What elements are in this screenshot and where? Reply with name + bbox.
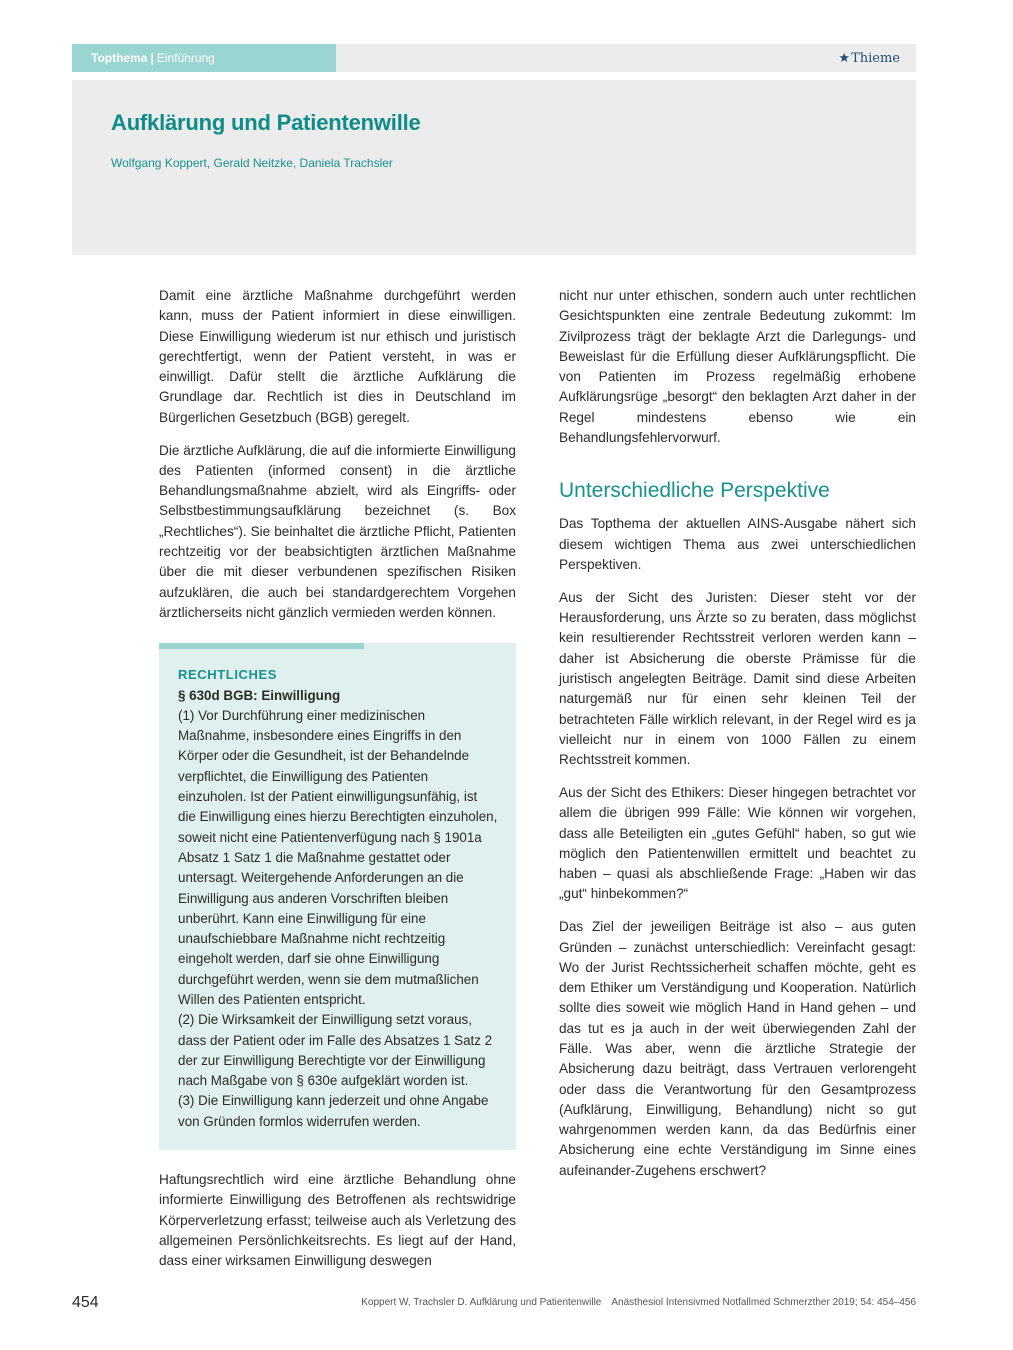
section-heading: Unterschiedliche Perspektive: [559, 479, 830, 503]
left-column: [159, 286, 516, 1272]
section-tag-separator: |: [150, 51, 154, 65]
paragraph: Die ärztliche Aufklärung, die auf die informierte Einwilligung des Patienten (informed consent) in die ärztliche Behandlungsmaßnahme abzielt, wird als Eingriffs- oder Selbstbestimmungsaufklärung bezeichnet (s. Box „Rechtliches“). Sie beinhaltet die ärztliche Pflicht, Patienten rechtzeitig vor der beabsichtigten ärztlichen Maßnahme über die mit dieser verbundenen spezifischen Risiken aufzuklären, die auch bei standardgerechtem Vorgehen ärztlicherseits nicht gänzlich vermieden werden können.: [159, 442, 516, 620]
article-authors: Wolfgang Koppert, Gerald Neitzke, Daniela Trachsler: [111, 156, 393, 170]
citation-journal: Anästhesiol Intensivmed Notfallmed Schmerzther 2019; 54: 454–456: [611, 1297, 916, 1308]
section-tag-label: Topthema: [91, 51, 148, 65]
page-number: 454: [72, 1294, 99, 1311]
legal-box: [159, 643, 516, 1150]
paragraph: Das Ziel der jeweiligen Beiträge ist also – aus guten Gründen – zunächst unterschiedlich: Vereinfacht gesagt: Wo der Jurist Rechtssicherheit schaffen möchte, geht es dem Ethiker um Verständigung und Kooperation. Natürlich sollte dies soweit wie möglich Hand in Hand gehen – und das tut es ja auch in der weit überwiegenden Zahl der Fälle. Was aber, wenn die ärztliche Strategie der Absicherung dazu beiträgt, dass Vertrauen verlorengeht oder dass die Verantwortung für den Gesamtprozess (Aufklärung, Einwilligung, Behandlung) nicht so gut wahrgenommen werden kann, da das Bedürfnis einer Absicherung eine echte Verständigung im Sinne eines aufeinander-Zugehens erschwert?: [559, 919, 916, 1178]
publisher-logo: [838, 44, 900, 72]
box-paragraph: (3) Die Einwilligung kann jederzeit und ohne Angabe von Gründen formlos widerrufen werden.: [178, 1093, 489, 1129]
paragraph: Das Topthema der aktuellen AINS-Ausgabe nähert sich diesem wichtigen Thema aus zwei unterschiedlichen Perspektiven.: [559, 516, 916, 572]
right-column: [559, 286, 916, 1181]
article-title: Aufklärung und Patientenwille: [111, 110, 421, 135]
header-bar: [72, 44, 916, 72]
citation: [351, 1297, 916, 1308]
paragraph: Aus der Sicht des Ethikers: Dieser hingegen betrachtet vor allem die übrigen 999 Fälle: Wie können wir vorgehen, dass alle Beteiligten ein „gutes Gefühl“ haben, so gut wie möglich den Patientenwillen ermittelt und beachtet zu haben – quasi als abschließende Frage: „Haben wir das „gut“ hinbekommen?“: [559, 784, 916, 902]
paragraph: Aus der Sicht des Juristen: Dieser steht vor der Herausforderung, uns Ärzte so zu beraten, dass möglichst kein resultierender Rechtsstreit verloren werden kann – daher ist Absicherung die oberste Prämisse für die juristisch angelegten Beiträge. Damit sind diese Arbeiten naturgemäß nur für einen sehr kleinen Teil der betrachteten Fälle wirklich relevant, in der Regel wird es ja vielleicht nur in einem von 1000 Fällen zu einem Rechtsstreit kommen.: [559, 589, 916, 768]
paragraph: Damit eine ärztliche Maßnahme durchgeführt werden kann, muss der Patient informiert in diese einwilligen. Diese Einwilligung wiederum ist nur ethisch und juristisch gerechtfertigt, wenn der Patient versteht, in was er einwilligt. Dafür stellt die ärztliche Aufklärung die Grundlage dar. Rechtlich ist dies in Deutschland im Bürgerlichen Gesetzbuch (BGB) geregelt.: [159, 288, 516, 425]
box-subtitle: § 630d BGB: Einwilligung: [178, 687, 341, 703]
title-block: [72, 80, 916, 255]
thieme-logo-icon: ★: [838, 51, 851, 66]
citation-authors: Koppert W, Trachsler D. Aufklärung und Patientenwille: [361, 1297, 602, 1308]
box-accent-bar: [159, 643, 364, 649]
box-paragraph: (1) Vor Durchführung einer medizinischen Maßnahme, insbesondere eines Eingriffs in den Körper oder die Gesundheit, ist der Behandelnde verpflichtet, die Einwilligung des Patienten einzuholen. Ist der Patient einwilligungsunfähig, ist die Einwilligung eines hierzu Berechtigten einzuholen, soweit nicht eine Patientenverfügung nach § 1901a Absatz 1 Satz 1 die Maßnahme gestattet oder untersagt. Weitergehende Anforderungen an die Einwilligung aus anderen Vorschriften bleiben unberührt. Kann eine Einwilligung für eine unaufschiebbare Maßnahme nicht rechtzeitig eingeholt werden, darf sie ohne Einwilligung durchgeführt werden, wenn sie dem mutmaßlichen Willen des Patienten entspricht.: [178, 707, 498, 1007]
section-tag: [72, 44, 336, 72]
publisher-logo-text: Thieme: [851, 51, 900, 66]
paragraph: nicht nur unter ethischen, sondern auch unter rechtlichen Gesichtspunkten eine zentrale Bedeutung zukommt: Im Zivilprozess trägt der beklagte Arzt die Darlegungs- und Beweislast für die Erfüllung dieser Aufklärungspflicht. Die von Patienten im Prozess regelmäßig erhobene Aufklärungsrüge „besorgt“ den beklagten Arzt daher in der Regel mindestens ebenso wie ein Behandlungsfehlervorwurf.: [559, 288, 916, 446]
paragraph: Haftungsrechtlich wird eine ärztliche Behandlung ohne informierte Einwilligung des Betroffenen als rechtswidrige Körperverletzung erfasst; teilweise auch als Verletzung des allgemeinen Persönlichkeitsrechts. Es liegt auf der Hand, dass einer wirksamen Einwilligung deswegen: [159, 1172, 516, 1269]
section-tag-topic: Einführung: [156, 51, 215, 65]
box-paragraph: (2) Die Wirksamkeit der Einwilligung setzt voraus, dass der Patient oder im Falle des Absatzes 1 Satz 2 der zur Einwilligung Berechtigte vor der Einwilligung nach Maßgabe von § 630e aufgeklärt worden ist.: [178, 1012, 493, 1089]
box-label: RECHTLICHES: [178, 667, 278, 683]
